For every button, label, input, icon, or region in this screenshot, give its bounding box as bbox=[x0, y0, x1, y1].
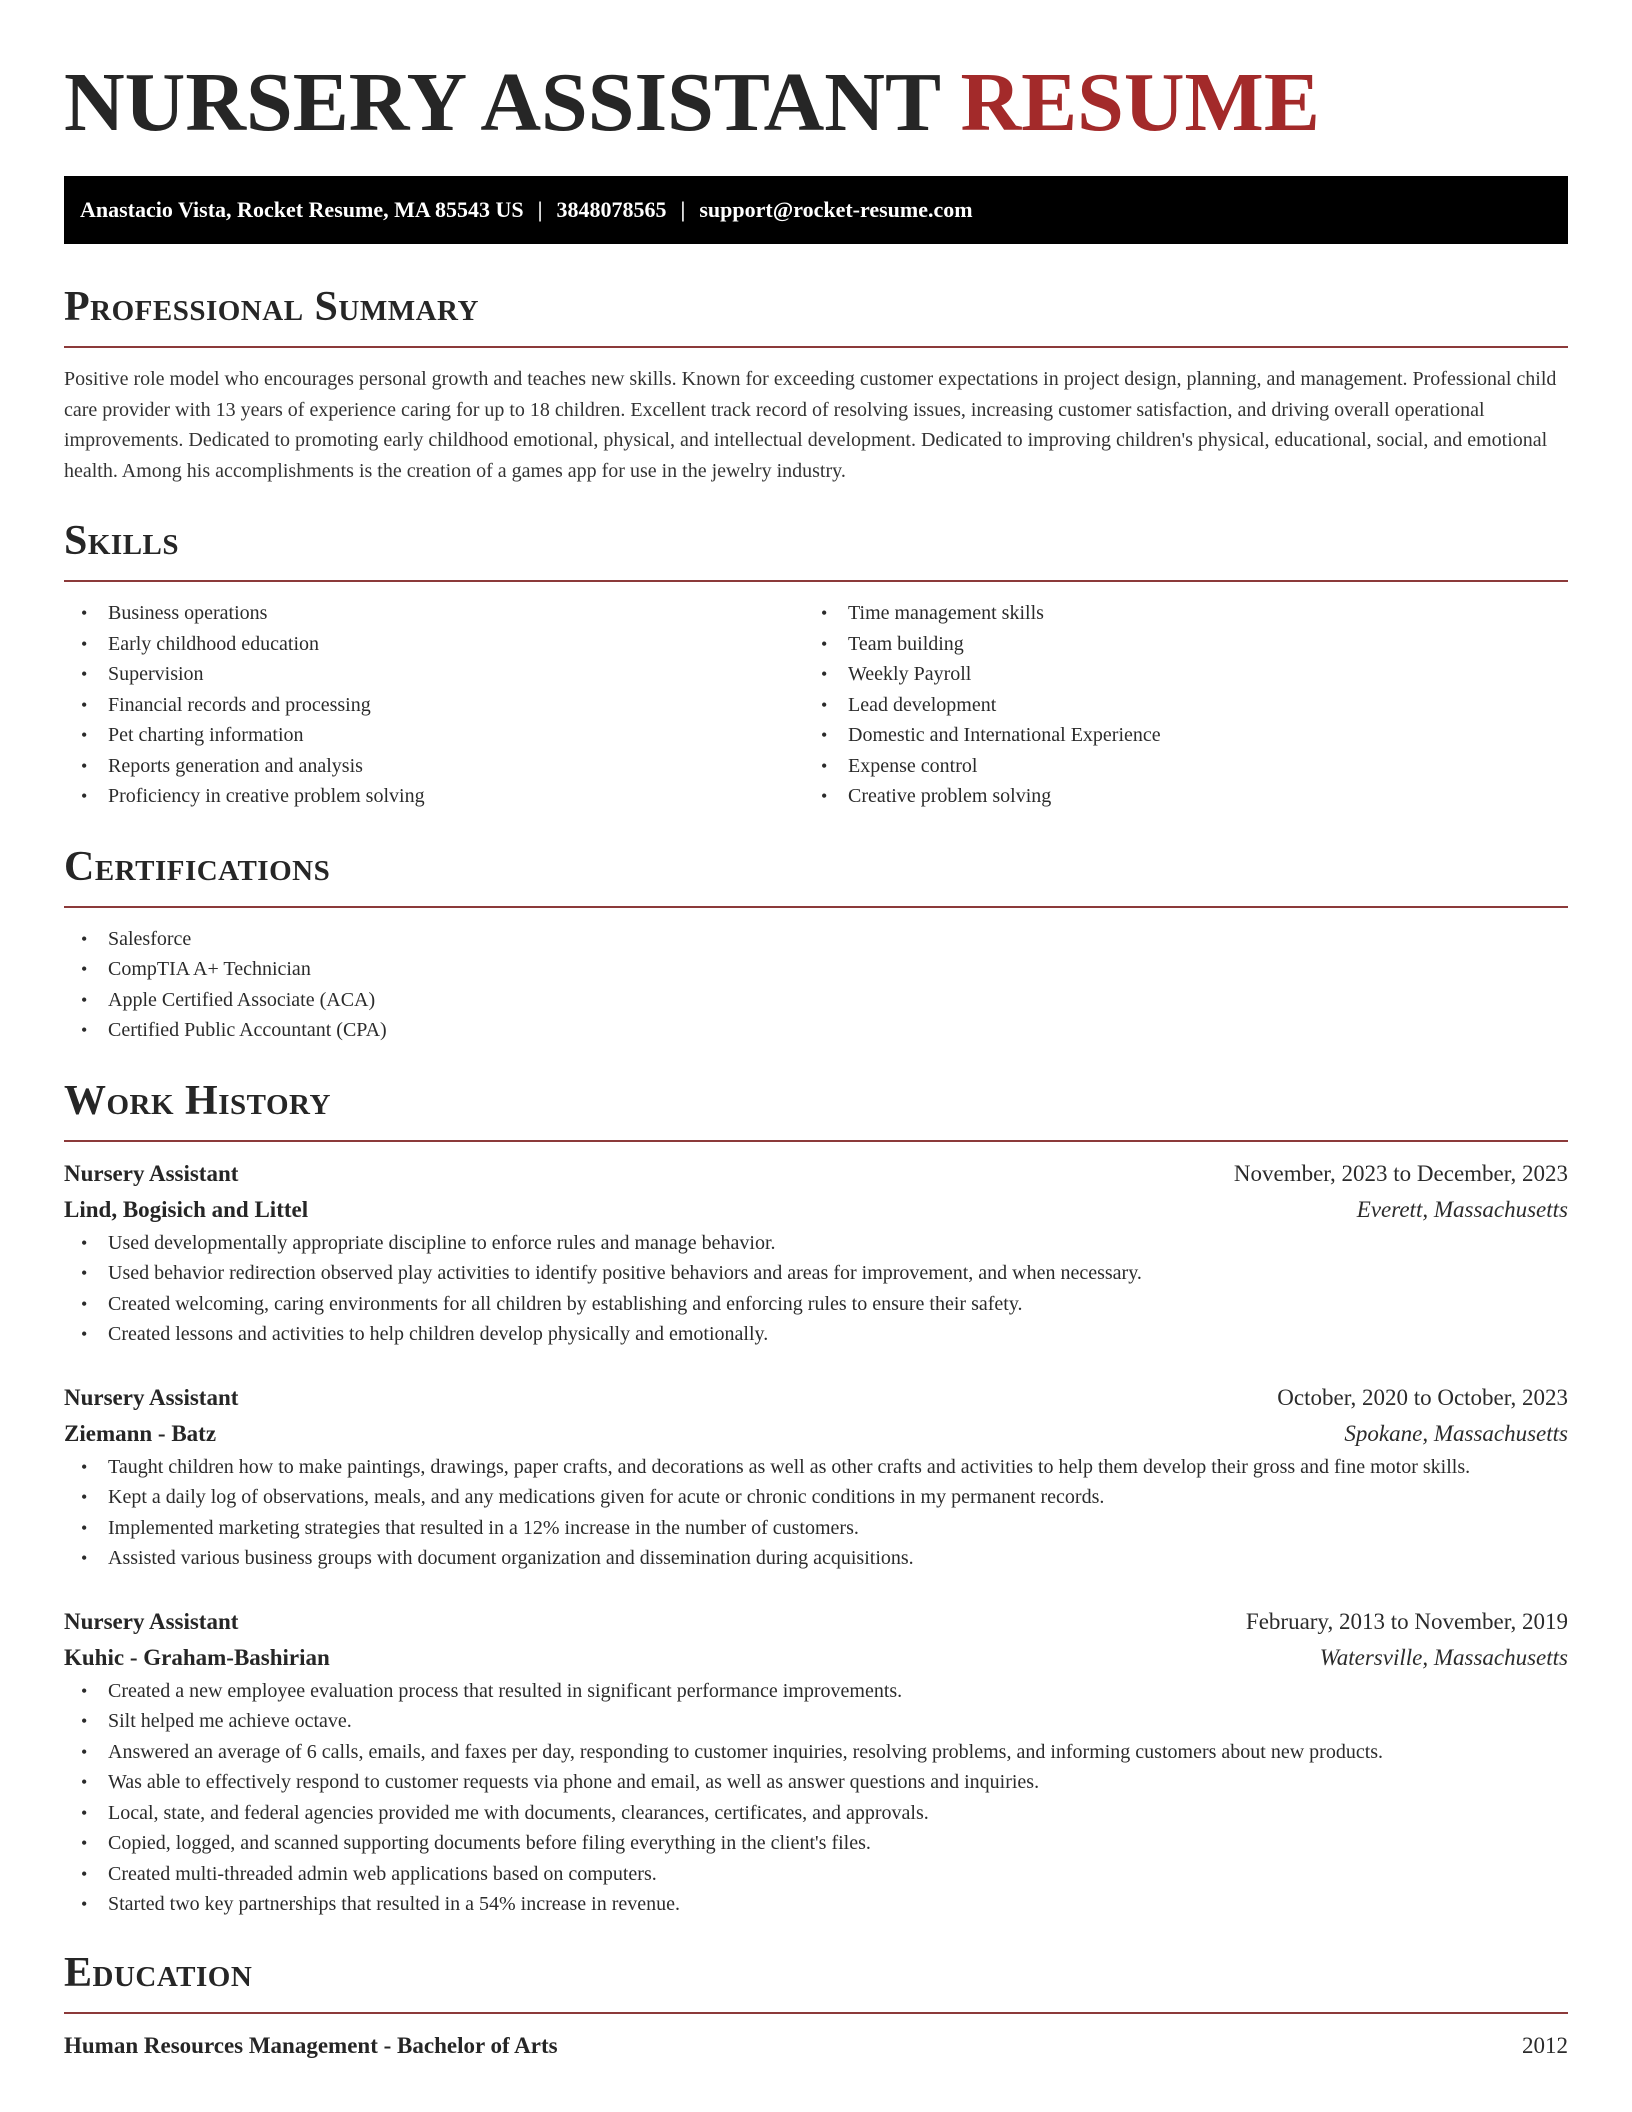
skills-list bbox=[804, 598, 1544, 812]
skill-item: • Business operations bbox=[64, 598, 804, 629]
job-duty: • Started two key partnerships that resulted in a 54% increase in revenue. bbox=[64, 1889, 1568, 1920]
job-duty: • Created a new employee evaluation process that resulted in significant performance improvements. bbox=[64, 1676, 1568, 1707]
job-entry bbox=[64, 1380, 1568, 1574]
section-heading: Work History bbox=[64, 1077, 331, 1124]
skill-item: • Team building bbox=[804, 629, 1544, 660]
section-heading: Certifications bbox=[64, 843, 331, 890]
job-duty: • Created welcoming, caring environments for all children by establishing and enforcing rules to ensure their safety. bbox=[64, 1289, 1568, 1320]
education-year: 2012 bbox=[1522, 2032, 1568, 2058]
section-heading: Education bbox=[64, 1949, 253, 1996]
work-history-section bbox=[64, 1076, 1568, 1920]
job-subheader bbox=[64, 1416, 1568, 1452]
job-duty: • Implemented marketing strategies that resulted in a 12% increase in the number of customers. bbox=[64, 1513, 1568, 1544]
section-divider bbox=[64, 906, 1568, 908]
skill-item: • Financial records and processing bbox=[64, 690, 804, 721]
skills-grid bbox=[64, 598, 1568, 812]
skill-item: • Weekly Payroll bbox=[804, 659, 1544, 690]
certification-item: • Salesforce bbox=[64, 924, 1568, 955]
job-title: Nursery Assistant bbox=[64, 1384, 239, 1410]
skills-section bbox=[64, 516, 1568, 812]
job-header bbox=[64, 1380, 1568, 1416]
skill-item: • Proficiency in creative problem solving bbox=[64, 781, 804, 812]
job-duty: • Copied, logged, and scanned supporting documents before filing everything in the client's files. bbox=[64, 1828, 1568, 1859]
job-duties-list bbox=[64, 1452, 1568, 1574]
contact-phone: 3848078565 bbox=[556, 197, 667, 222]
job-duty: • Created multi-threaded admin web applications based on computers. bbox=[64, 1859, 1568, 1890]
job-company: Ziemann - Batz bbox=[64, 1420, 217, 1446]
job-subheader bbox=[64, 1640, 1568, 1676]
skill-item: • Pet charting information bbox=[64, 720, 804, 751]
job-entry bbox=[64, 1156, 1568, 1350]
section-heading: Skills bbox=[64, 518, 180, 564]
job-duty: • Local, state, and federal agencies provided me with documents, clearances, certificates, and approvals. bbox=[64, 1798, 1568, 1829]
job-duties-list bbox=[64, 1676, 1568, 1920]
job-header bbox=[64, 1604, 1568, 1640]
contact-address: Anastacio Vista, Rocket Resume, MA 85543 US bbox=[80, 197, 524, 222]
certifications-section bbox=[64, 842, 1568, 1046]
certifications-list bbox=[64, 924, 1568, 1046]
skill-item: • Time management skills bbox=[804, 598, 1544, 629]
job-duty: • Created lessons and activities to help children develop physically and emotionally. bbox=[64, 1319, 1568, 1350]
summary-text: Positive role model who encourages personal growth and teaches new skills. Known for exceeding customer expectations in project design, planning, and management. Professional child care provider with 13 years of experience caring for up to 18 children. Excellent track record of resolving issues, increasing customer satisfaction, and driving overall operational improvements. Dedicated to promoting early childhood emotional, physical, and intellectual development. Dedicated to improving children's physical, educational, social, and emotional health. Among his accomplishments is the creation of a games app for use in the jewelry industry. bbox=[64, 368, 1557, 482]
job-location: Everett, Massachusetts bbox=[1356, 1196, 1568, 1222]
section-divider bbox=[64, 1140, 1568, 1142]
skill-item: • Early childhood education bbox=[64, 629, 804, 660]
education-section bbox=[64, 1948, 1568, 2064]
job-dates: October, 2020 to October, 2023 bbox=[1277, 1384, 1568, 1410]
job-duty: • Used developmentally appropriate discipline to enforce rules and manage behavior. bbox=[64, 1228, 1568, 1259]
job-duty: • Used behavior redirection observed play activities to identify positive behaviors and areas for improvement, and when necessary. bbox=[64, 1258, 1568, 1289]
skills-list bbox=[64, 598, 804, 812]
title-accent: RESUME bbox=[960, 56, 1320, 149]
skills-column-left bbox=[64, 598, 804, 812]
contact-separator: | bbox=[537, 197, 543, 222]
job-duty: • Assisted various business groups with document organization and dissemination during acquisitions. bbox=[64, 1543, 1568, 1574]
contact-separator: | bbox=[680, 197, 686, 222]
resume-title bbox=[64, 0, 1568, 152]
job-subheader bbox=[64, 1192, 1568, 1228]
job-duty: • Answered an average of 6 calls, emails, and faxes per day, responding to customer inquiries, resolving problems, and informing customers about new products. bbox=[64, 1737, 1568, 1768]
skill-item: • Supervision bbox=[64, 659, 804, 690]
job-dates: November, 2023 to December, 2023 bbox=[1233, 1160, 1568, 1186]
skills-column-right bbox=[804, 598, 1544, 812]
certification-item: • Certified Public Accountant (CPA) bbox=[64, 1015, 1568, 1046]
skill-item: • Reports generation and analysis bbox=[64, 751, 804, 782]
contact-bar bbox=[64, 176, 1568, 244]
education-degree: Human Resources Management - Bachelor of Arts bbox=[64, 2032, 558, 2058]
job-duty: • Was able to effectively respond to customer requests via phone and email, as well as answer questions and inquiries. bbox=[64, 1767, 1568, 1798]
job-title: Nursery Assistant bbox=[64, 1608, 239, 1634]
section-divider bbox=[64, 580, 1568, 582]
contact-email: support@rocket-resume.com bbox=[699, 197, 973, 222]
job-header bbox=[64, 1156, 1568, 1192]
skill-item: • Expense control bbox=[804, 751, 1544, 782]
job-duty: • Silt helped me achieve octave. bbox=[64, 1706, 1568, 1737]
certification-item: • CompTIA A+ Technician bbox=[64, 954, 1568, 985]
job-duty: • Taught children how to make paintings, drawings, paper crafts, and decorations as well as other crafts and activities to help them develop their gross and fine motor skills. bbox=[64, 1452, 1568, 1483]
skill-item: • Domestic and International Experience bbox=[804, 720, 1544, 751]
job-company: Kuhic - Graham-Bashirian bbox=[64, 1644, 330, 1670]
skill-item: • Creative problem solving bbox=[804, 781, 1544, 812]
education-entry bbox=[64, 2028, 1568, 2064]
section-divider bbox=[64, 2012, 1568, 2014]
summary-section bbox=[64, 282, 1568, 486]
section-divider bbox=[64, 346, 1568, 348]
job-duty: • Kept a daily log of observations, meals, and any medications given for acute or chronic conditions in my permanent records. bbox=[64, 1482, 1568, 1513]
job-title: Nursery Assistant bbox=[64, 1160, 239, 1186]
job-dates: February, 2013 to November, 2019 bbox=[1245, 1608, 1568, 1634]
title-main: NURSERY ASSISTANT bbox=[64, 56, 940, 149]
job-company: Lind, Bogisich and Littel bbox=[64, 1196, 309, 1222]
job-location: Spokane, Massachusetts bbox=[1344, 1420, 1568, 1446]
job-entry bbox=[64, 1604, 1568, 1920]
job-location: Watersville, Massachusetts bbox=[1319, 1644, 1568, 1670]
job-duties-list bbox=[64, 1228, 1568, 1350]
skill-item: • Lead development bbox=[804, 690, 1544, 721]
certification-item: • Apple Certified Associate (ACA) bbox=[64, 985, 1568, 1016]
section-heading: Professional Summary bbox=[64, 284, 479, 330]
